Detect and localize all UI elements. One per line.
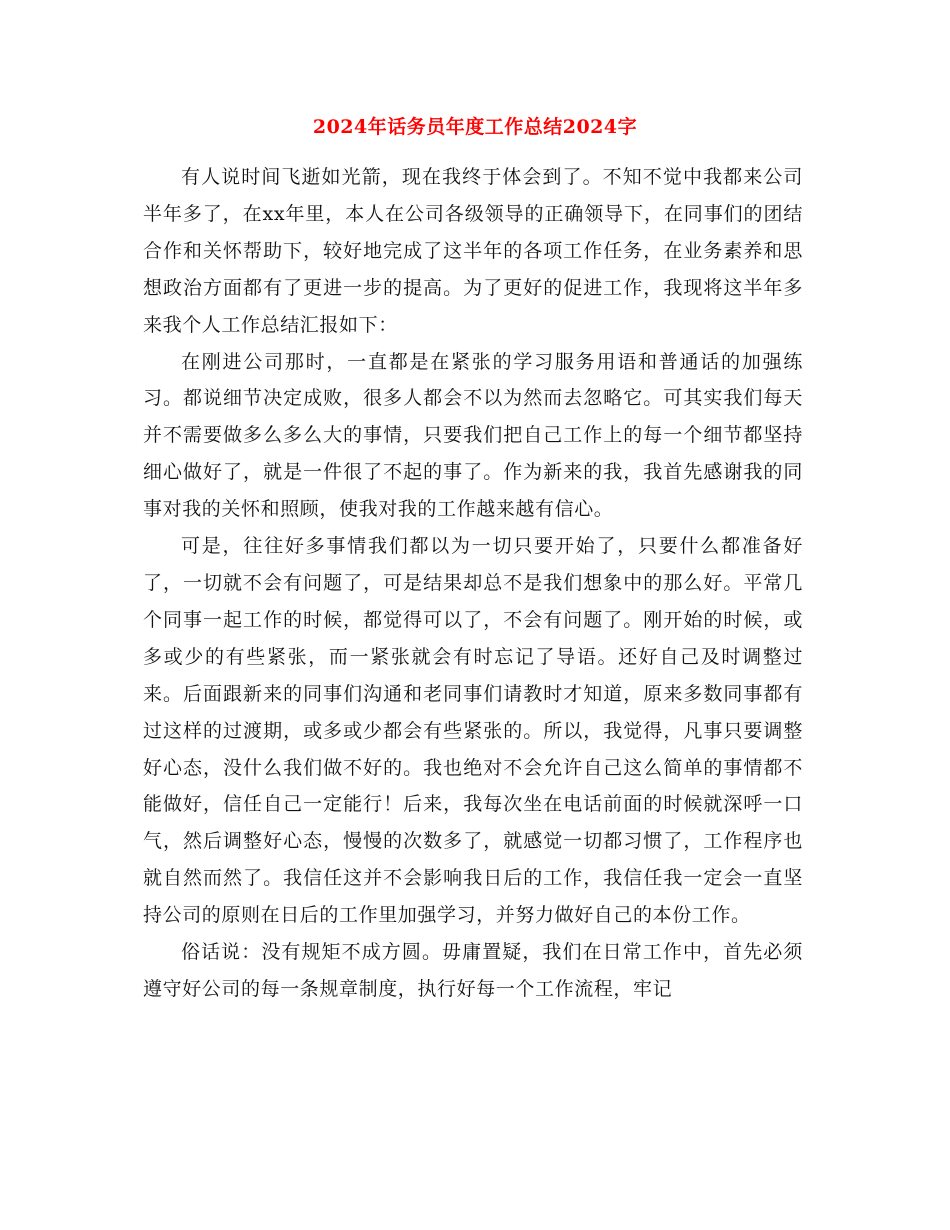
- document-title: 2024年话务员年度工作总结2024字: [312, 116, 638, 138]
- document-body: [143, 159, 803, 1008]
- paragraph-3: 可是，往往好多事情我们都以为一切只要开始了，只要什么都准备好了，一切就不会有问题了，可是结果却总不是我们想象中的那么好。平常几个同事一起工作的时候，都觉得可以了，不会有问题了。刚开始的时候，或多或少的有些紧张，而一紧张就会有时忘记了导语。还好自己及时调整过来。后面跟新来的同事们沟通和老同事们请教时才知道，原来多数同事都有过这样的过渡期，或多或少都会有些紧张的。所以，我觉得，凡事只要调整好心态，没什么我们做不好的。我也绝对不会允许自己这么简单的事情都不能做好，信任自己一定能行！后来，我每次坐在电话前面的时候就深呼一口气，然后调整好心态，慢慢的次数多了，就感觉一切都习惯了，工作程序也就自然而然了。我信任这并不会影响我日后的工作，我信任我一定会一直坚持公司的原则在日后的工作里加强学习，并努力做好自己的本份工作。: [143, 535, 803, 927]
- paragraph-1: 有人说时间飞逝如光箭，现在我终于体会到了。不知不觉中我都来公司半年多了，在xx年里，本人在公司各级领导的正确领导下，在同事们的团结合作和关怀帮助下，较好地完成了这半年的各项工作任务，在业务素养和思想政治方面都有了更进一步的提高。为了更好的促进工作，我现将这半年多来我个人工作总结汇报如下：: [143, 166, 803, 336]
- paragraph-2: 在刚进公司那时，一直都是在紧张的学习服务用语和普通话的加强练习。都说细节决定成败，很多人都会不以为然而去忽略它。可其实我们每天并不需要做多么多么大的事情，只要我们把自己工作上的每一个细节都坚持细心做好了，就是一件很了不起的事了。作为新来的我，我首先感谢我的同事对我的关怀和照顾，使我对我的工作越来越有信心。: [143, 350, 803, 521]
- paragraph-4: 俗话说：没有规矩不成方圆。毋庸置疑，我们在日常工作中，首先必须遵守好公司的每一条规章制度，执行好每一个工作流程，牢记: [143, 941, 803, 1000]
